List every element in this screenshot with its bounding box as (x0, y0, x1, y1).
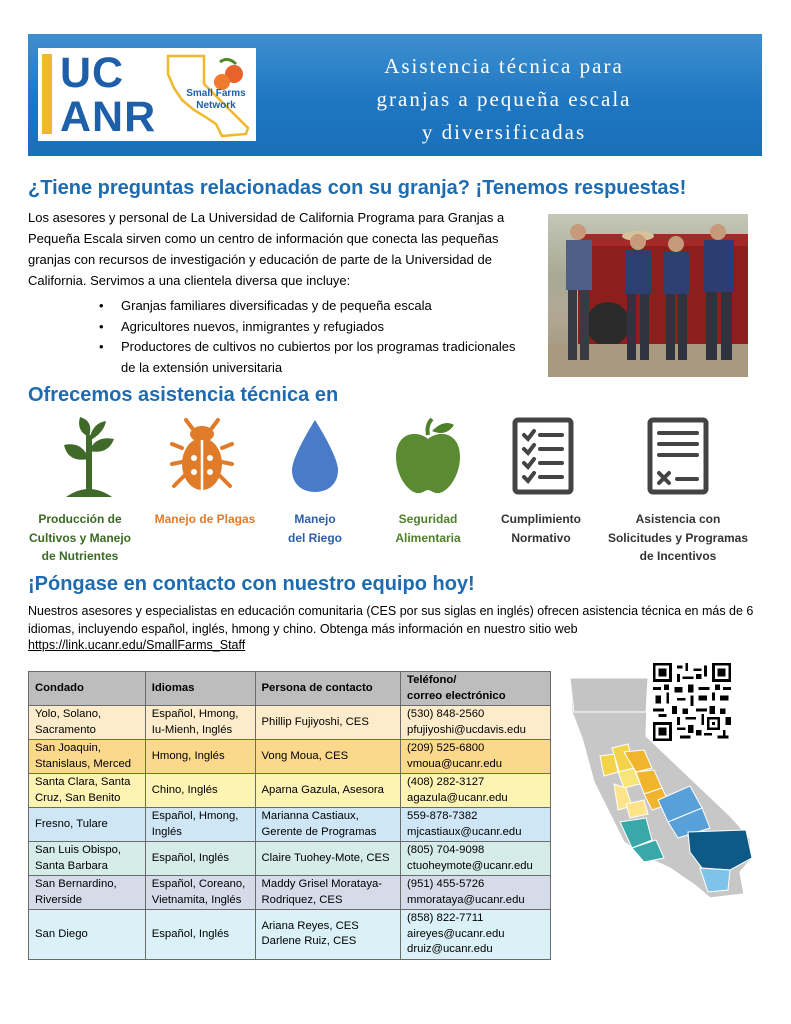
cell-phone-email (401, 842, 551, 876)
cell-phone: (530) 848-2560 (407, 708, 485, 720)
cell-county (29, 706, 146, 740)
service-label: de Incentivos (639, 549, 717, 563)
service-label: Manejo (294, 512, 336, 526)
cell-line: Vietnamita, Inglés (151, 893, 242, 906)
cell-phone-email (401, 740, 551, 774)
cell-line: Riverside (35, 893, 83, 906)
cell-line: Yolo, Solano, (35, 708, 102, 720)
table-row (29, 842, 551, 876)
table-header-row (29, 672, 551, 706)
cell-line: Maddy Grisel Morataya- (261, 878, 383, 890)
bug-icon (170, 418, 234, 494)
cell-contact: Claire Tuohey-Mote, CES (255, 842, 401, 876)
table-row (29, 910, 551, 960)
cell-line: Darlene Ruiz, CES (261, 935, 357, 948)
cell-phone: (858) 822-7711 (407, 912, 484, 924)
cell-line: Ariana Reyes, CES (261, 919, 359, 932)
logo-anr-text: ANR (60, 93, 157, 141)
cell-email[interactable]: druiz@ucanr.edu (407, 943, 493, 955)
cell-languages (145, 706, 255, 740)
table-row (29, 808, 551, 842)
service-incentive-applications (603, 510, 753, 566)
qr-code-icon[interactable] (653, 663, 731, 741)
cell-email[interactable]: aireyes@ucanr.edu (407, 927, 505, 940)
list-item: • Granjas familiares diversificadas y de pequeña escala (99, 296, 519, 317)
logo-subtitle-line1: Small Farms (186, 88, 246, 99)
cell-line: Iu-Mienh, Inglés (151, 723, 233, 736)
contact-heading: ¡Póngase en contacto con nuestro equipo hoy! (28, 573, 475, 595)
service-label: del Riego (287, 530, 342, 545)
apple-icon (394, 417, 462, 495)
cell-languages: Chino, Inglés (145, 774, 255, 808)
cell-phone-email (401, 808, 551, 842)
staff-link[interactable]: https://link.ucanr.edu/SmallFarms_Staff (28, 638, 246, 652)
service-label: Cumplimiento (501, 512, 581, 526)
cell-contact (255, 876, 401, 910)
cell-email[interactable]: mmorataya@ucanr.edu (407, 893, 525, 906)
service-food-safety (363, 510, 493, 547)
cell-line: Santa Clara, Santa (35, 776, 131, 788)
cell-line: Cruz, San Benito (35, 791, 121, 804)
cell-line: Rodriquez, CES (261, 893, 343, 906)
cell-email[interactable]: pfujiyoshi@ucdavis.edu (407, 723, 526, 736)
cell-county (29, 740, 146, 774)
water-drop-icon (290, 418, 340, 494)
cell-phone-email (401, 910, 551, 960)
list-item: • Productores de cultivos no cubiertos por los programas tradicionales de la extensión universitaria (99, 337, 519, 378)
cell-languages: Español, Inglés (145, 910, 255, 960)
logo-subtitle (178, 88, 254, 112)
service-label: Alimentaria (395, 530, 461, 545)
header-line: correo electrónico (407, 689, 506, 702)
service-label: de Nutrientes (41, 549, 119, 563)
cell-line: San Bernardino, (35, 878, 117, 890)
header-line: Teléfono/ (407, 674, 457, 686)
service-crop-production (15, 510, 145, 566)
team-photo (548, 214, 748, 377)
contact-paragraph: Nuestros asesores y especialistas en educación comunitaria (CES por sus siglas en inglés) ofrecen asistencia técnica en más de 6 idiomas, incluyendo español, inglés, hmong y chino. Obtenga más información en nuestro sitio web (28, 604, 754, 636)
cell-line: Stanislaus, Merced (35, 757, 132, 770)
service-label: Manejo de Plagas (154, 512, 256, 526)
column-header-languages: Idiomas (145, 672, 255, 706)
intro-heading: ¿Tiene preguntas relacionadas con su granja? ¡Tenemos respuestas! (28, 177, 687, 199)
cell-phone: (951) 455-5726 (407, 878, 485, 890)
cell-line: Inglés (151, 825, 182, 838)
cell-county (29, 842, 146, 876)
cell-contact (255, 910, 401, 960)
cell-phone: (805) 704-9098 (407, 844, 485, 856)
cell-line: San Luis Obispo, (35, 844, 122, 856)
title-line-1: Asistencia técnica para (384, 54, 624, 78)
table-row (29, 740, 551, 774)
services-heading: Ofrecemos asistencia técnica en (28, 384, 339, 406)
title-line-3: y diversificadas (421, 120, 587, 144)
cell-county: Fresno, Tulare (29, 808, 146, 842)
cell-phone-email (401, 876, 551, 910)
cell-phone-email (401, 706, 551, 740)
clientele-list (99, 296, 519, 378)
cell-contact: Vong Moua, CES (255, 740, 401, 774)
cell-county (29, 774, 146, 808)
cell-line: Santa Barbara (35, 859, 108, 872)
document-icon (647, 417, 709, 495)
logo-gold-bar (42, 54, 52, 134)
plant-icon (60, 415, 118, 497)
cell-contact (255, 808, 401, 842)
cell-contact: Aparna Gazula, Asesora (255, 774, 401, 808)
cell-line: Español, Coreano, (151, 878, 246, 890)
column-header-phone (401, 672, 551, 706)
checklist-icon (512, 417, 574, 495)
logo-uc-text: UC (60, 49, 125, 97)
cell-email[interactable]: agazula@ucanr.edu (407, 791, 508, 804)
table-row (29, 706, 551, 740)
cell-languages: Español, Inglés (145, 842, 255, 876)
title-line-2: granjas a pequeña escala (376, 87, 632, 111)
service-label: Normativo (511, 530, 571, 545)
column-header-county: Condado (29, 672, 146, 706)
cell-line: Español, Hmong, (151, 810, 239, 822)
cell-email[interactable]: ctuoheymote@ucanr.edu (407, 859, 533, 872)
cell-email[interactable]: vmoua@ucanr.edu (407, 757, 503, 770)
intro-paragraph: Los asesores y personal de La Universidad de California Programa para Granjas a Pequeña Escala sirven como un centro de información que conecta las pequeñas granjas con recursos de investigación y educación de parte de la Universidad de California. Servimos a una clientela diversa que incluye: (28, 210, 505, 288)
cell-line: Sacramento (35, 723, 96, 736)
cell-county: San Diego (29, 910, 146, 960)
service-label: Cultivos y Manejo (28, 530, 132, 545)
contacts-table (28, 671, 551, 960)
service-label: Seguridad (398, 512, 458, 526)
cell-line: Gerente de Programas (261, 825, 377, 838)
table-row (29, 876, 551, 910)
cell-line: San Joaquin, (35, 742, 101, 754)
table-row (29, 774, 551, 808)
cell-phone: (408) 282-3127 (407, 776, 485, 788)
service-label: Producción de (38, 512, 122, 526)
logo-subtitle-line2: Network (196, 100, 236, 111)
service-label: Solicitudes y Programas (607, 530, 749, 545)
cell-county (29, 876, 146, 910)
cell-phone: (209) 525-6800 (407, 742, 485, 754)
cell-languages (145, 876, 255, 910)
cell-email[interactable]: mjcastiaux@ucanr.edu (407, 825, 522, 838)
cell-line: Phillip Fujiyoshi, CES (261, 715, 369, 728)
cell-languages: Hmong, Inglés (145, 740, 255, 774)
service-irrigation (250, 510, 380, 547)
cell-contact (255, 706, 401, 740)
cell-phone: 559-878-7382 (407, 810, 478, 822)
service-label: Asistencia con (635, 512, 721, 526)
page-title (346, 50, 662, 149)
ucanr-logo (38, 48, 256, 141)
cell-languages (145, 808, 255, 842)
list-item: • Agricultores nuevos, inmigrantes y refugiados (99, 317, 519, 338)
cell-line: Español, Hmong, (151, 708, 239, 720)
column-header-contact: Persona de contacto (255, 672, 401, 706)
cell-line: Marianna Castiaux, (261, 810, 359, 822)
cell-phone-email (401, 774, 551, 808)
service-regulatory-compliance (476, 510, 606, 547)
